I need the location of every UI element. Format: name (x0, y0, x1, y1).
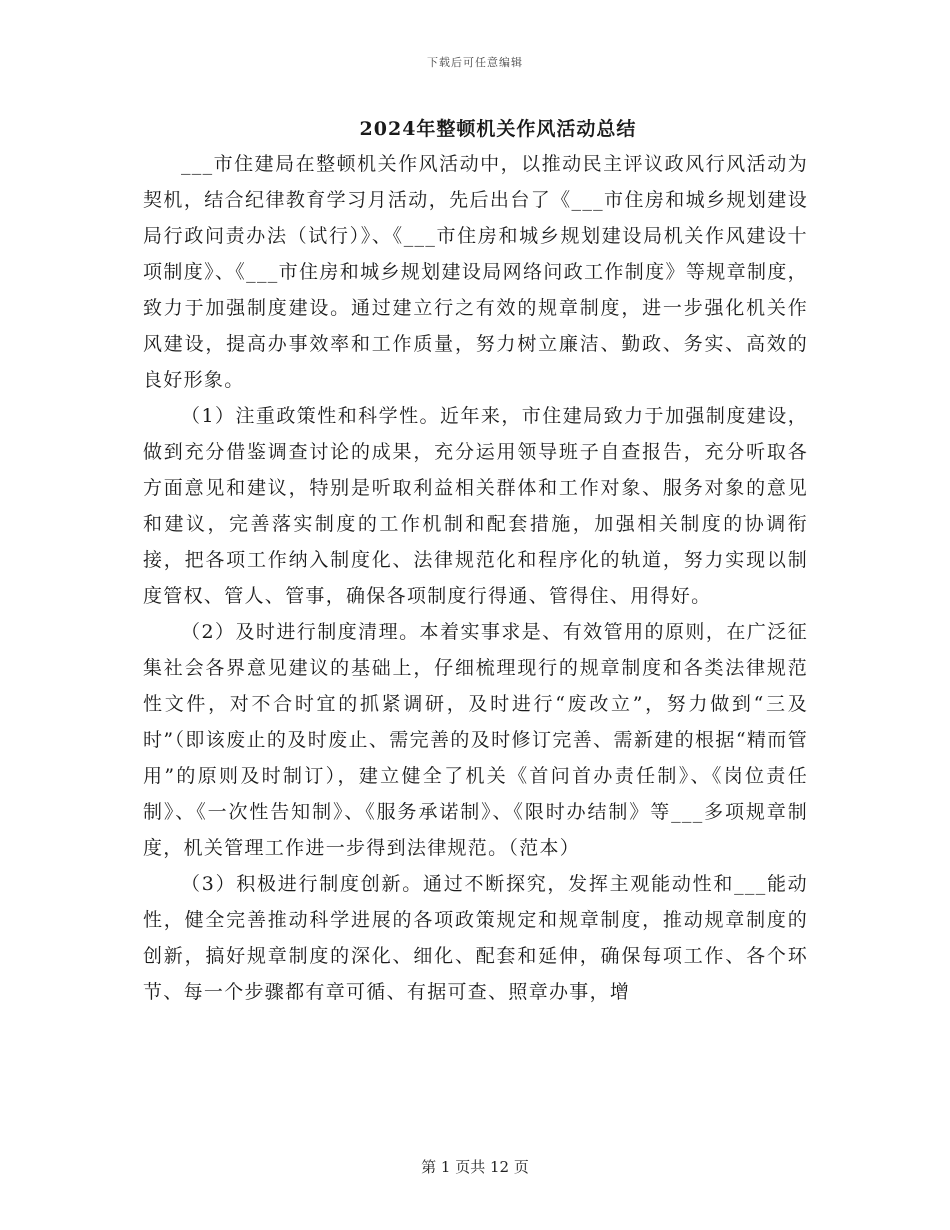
document-title: 2024年整顿机关作风活动总结 (359, 118, 637, 140)
paragraph-point-3: （3）积极进行制度创新。通过不断探究，发挥主观能动性和___能动性，健全完善推动科学进展的各项政策规定和规章制度，推动规章制度的创新，搞好规章制度的深化、细化、配套和延伸，确保每项工作、各个环节、每一个步骤都有章可循、有据可查、照章办事，增 (143, 873, 808, 1003)
paragraph-intro: ___市住建局在整顿机关作风活动中，以推动民主评议政风行风活动为契机，结合纪律教育学习月活动，先后出台了《___市住房和城乡规划建设局行政问责办法（试行）》、《___市住房和城乡规划建设局机关作风建设十项制度》、《___市住房和城乡规划建设局网络问政工作制度》等规章制度，致力于加强制度建设。通过建立行之有效的规章制度，进一步强化机关作风建设，提高办事效率和工作质量，努力树立廉洁、勤政、务实、高效的良好形象。 (143, 153, 808, 391)
page-header-note: 下载后可任意编辑 (427, 56, 523, 69)
paragraph-point-1: （1）注重政策性和科学性。近年来，市住建局致力于加强制度建设，做到充分借鉴调查讨论的成果，充分运用领导班子自查报告，充分听取各方面意见和建议，特别是听取利益相关群体和工作对象、服务对象的意见和建议，完善落实制度的工作机制和配套措施，加强相关制度的协调衔接，把各项工作纳入制度化、法律规范化和程序化的轨道，努力实现以制度管权、管人、管事，确保各项制度行得通、管得住、用得好。 (143, 405, 808, 607)
page-number-footer: 第 1 页共 12 页 (421, 1158, 529, 1176)
paragraph-point-2: （2）及时进行制度清理。本着实事求是、有效管用的原则，在广泛征集社会各界意见建议的基础上，仔细梳理现行的规章制度和各类法律规范性文件，对不合时宜的抓紧调研，及时进行“废改立”，努力做到“三及时”（即该废止的及时废止、需完善的及时修订完善、需新建的根据“精而管用”的原则及时制订），建立健全了机关《首问首办责任制》、《岗位责任制》、《一次性告知制》、《服务承诺制》、《限时办结制》等___多项规章制度，机关管理工作进一步得到法律规范。（范本） (143, 621, 808, 859)
document-body (143, 146, 808, 1010)
